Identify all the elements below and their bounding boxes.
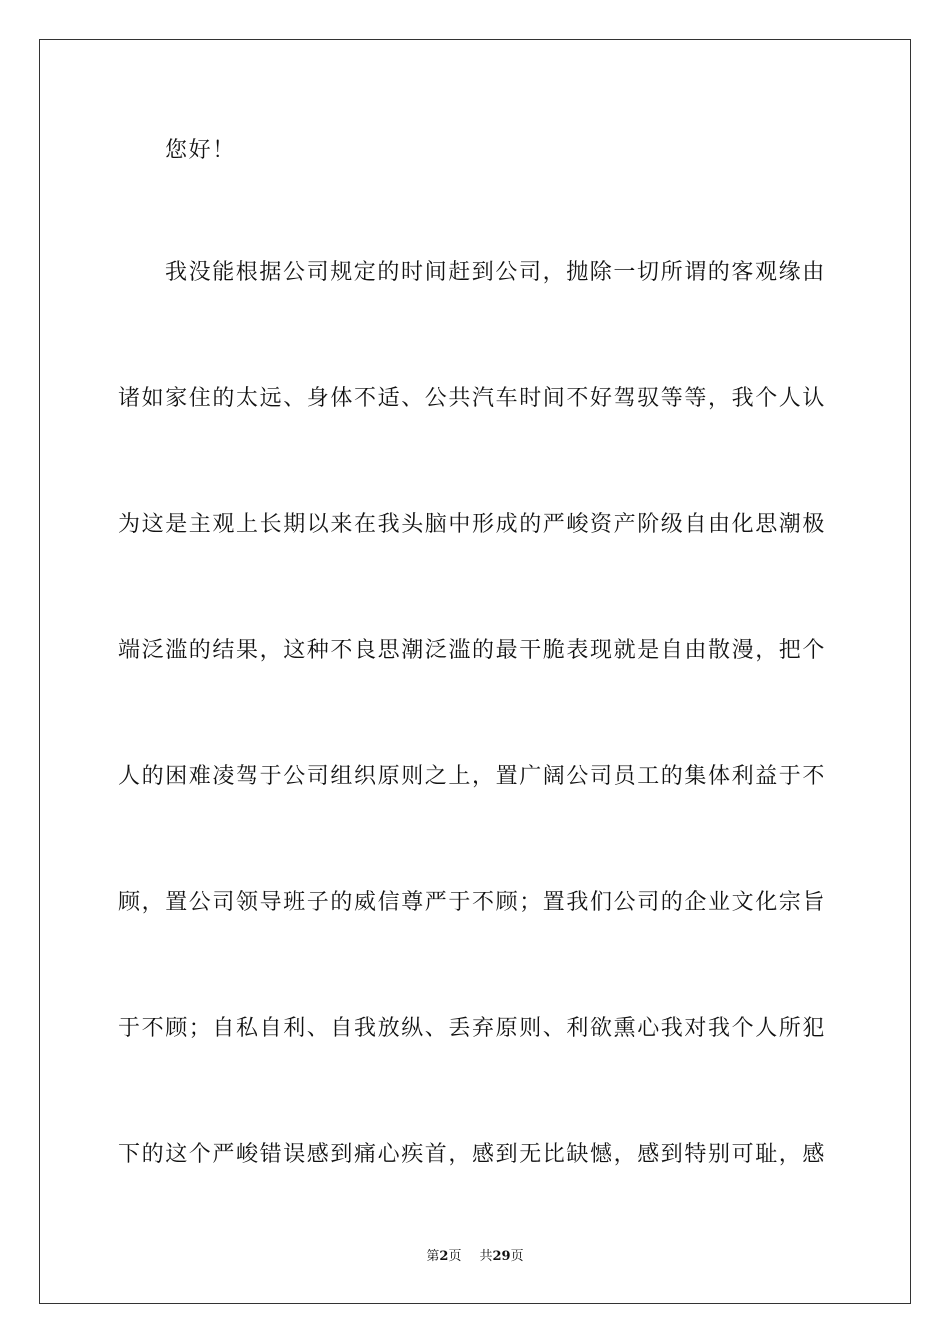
page-border: [39, 39, 911, 1304]
paragraph-line-4: 端泛滥的结果，这种不良思潮泛滥的最干脆表现就是自由散漫，把个: [118, 638, 827, 663]
paragraph-line-1: 我没能根据公司规定的时间赶到公司，抛除一切所谓的客观缘由: [165, 260, 826, 285]
page-prefix: 第: [426, 1249, 440, 1264]
paragraph-line-7: 于不顾；自私自利、自我放纵、丢弃原则、利欲熏心我对我个人所犯: [118, 1016, 827, 1041]
paragraph-line-8: 下的这个严峻错误感到痛心疾首，感到无比缺憾，感到特别可耻，感: [118, 1142, 827, 1167]
page-suffix: 页: [448, 1249, 462, 1264]
page-number: 2: [439, 1249, 449, 1264]
paragraph-line-3: 为这是主观上长期以来在我头脑中形成的严峻资产阶级自由化思潮极: [118, 512, 827, 537]
page-footer: [0, 1248, 950, 1266]
salutation: 您好！: [165, 138, 236, 163]
paragraph-line-6: 顾，置公司领导班子的威信尊严于不顾；置我们公司的企业文化宗旨: [118, 890, 827, 915]
paragraph-line-2: 诸如家住的太远、身体不适、公共汽车时间不好驾驭等等，我个人认: [118, 386, 827, 411]
total-prefix: 共: [479, 1249, 493, 1264]
total-pages: 29: [492, 1249, 511, 1264]
total-suffix: 页: [510, 1249, 524, 1264]
paragraph-line-5: 人的困难凌驾于公司组织原则之上，置广阔公司员工的集体利益于不: [118, 764, 827, 789]
